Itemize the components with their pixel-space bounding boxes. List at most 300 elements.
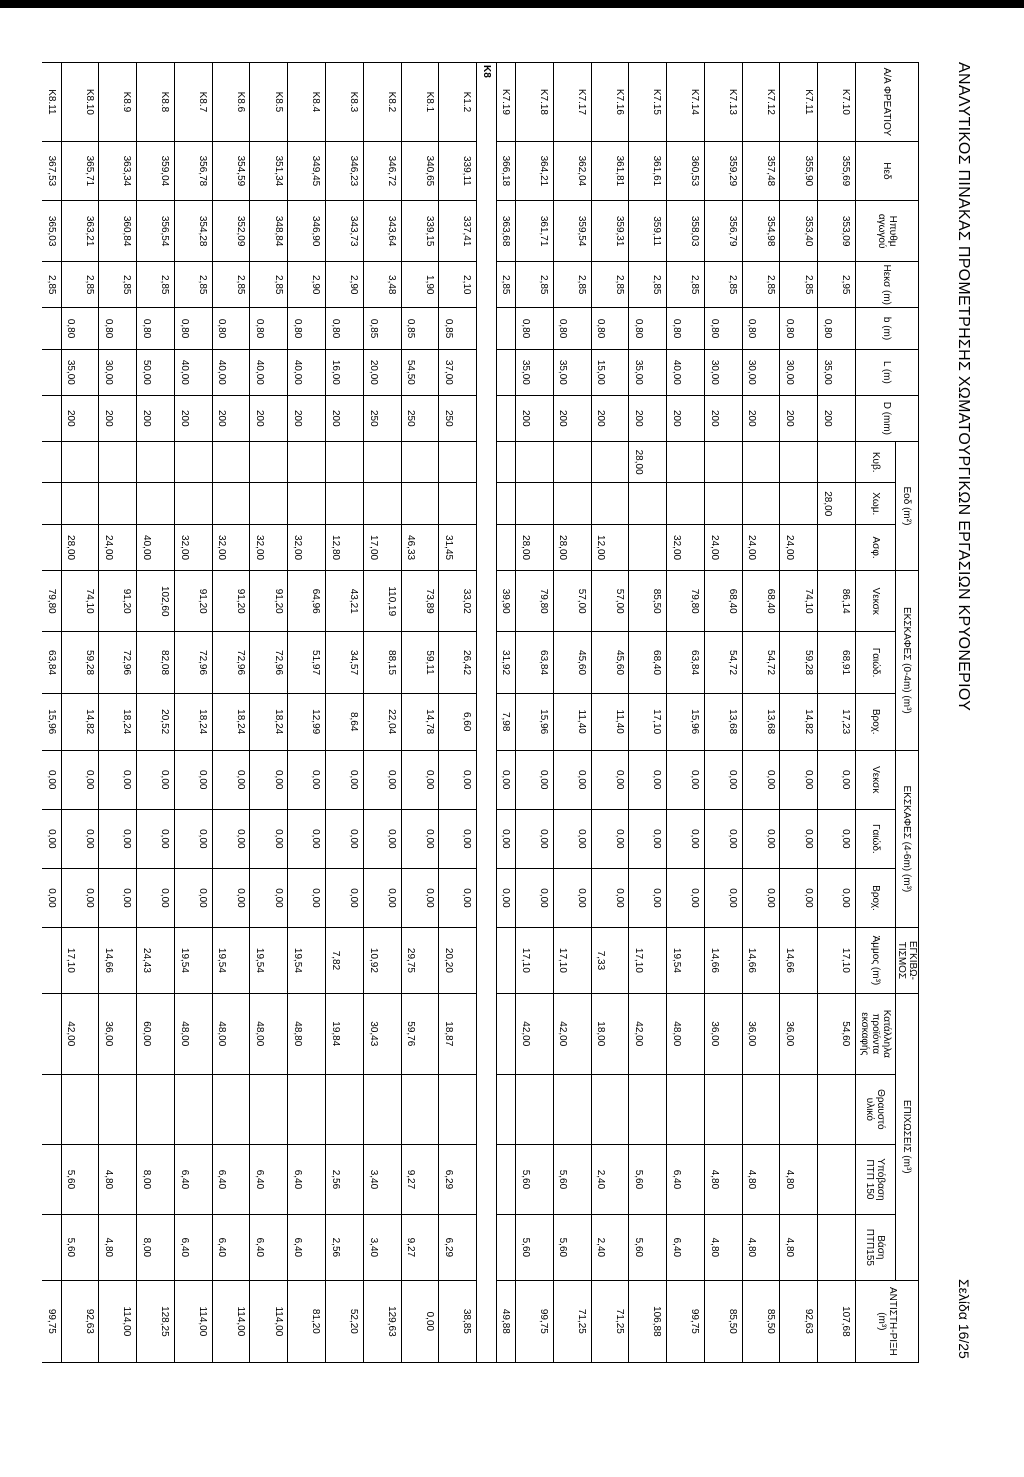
cell-id — [288, 63, 307, 142]
cell-ypo — [382, 1144, 401, 1214]
cell-vas — [118, 1214, 137, 1280]
cell-L: 40,00 — [250, 349, 269, 395]
cell-b: 0,80 — [99, 308, 118, 350]
cell-amm: 14,66 — [99, 928, 118, 994]
cell-ht: 363,68 — [496, 200, 515, 261]
cell-v46: 0,00 — [307, 750, 326, 809]
cell-thr — [420, 1074, 439, 1144]
cell-g46: 0,00 — [344, 809, 363, 868]
cell-D — [761, 395, 780, 441]
cell-v04: 110,19 — [382, 571, 401, 632]
cell-L — [534, 349, 553, 395]
cell-g04: 72,96 — [193, 632, 212, 693]
cell-D: 200 — [629, 395, 648, 441]
cell-L — [610, 349, 629, 395]
cell-thr — [174, 1074, 193, 1144]
cell-L — [269, 349, 288, 395]
cell-D: 250 — [363, 395, 382, 441]
cell-ht: 359,11 — [648, 200, 667, 261]
cell-r04: 20,52 — [156, 693, 175, 750]
cell-ant: 52,20 — [344, 1280, 363, 1362]
cell-v04 — [553, 571, 572, 632]
cell-g46 — [742, 809, 761, 868]
cell-ht: 354,28 — [193, 200, 212, 261]
cell-xom — [250, 483, 269, 525]
cell-ypo: 4,80 — [704, 1144, 723, 1214]
cell-hek — [326, 262, 345, 308]
cell-v46 — [61, 750, 80, 809]
cell-kat — [344, 993, 363, 1074]
cell-v46: 0,00 — [648, 750, 667, 809]
cell-r46 — [515, 868, 534, 927]
col-ex46-v: Vεκσκ — [856, 750, 896, 809]
cell-hed — [250, 141, 269, 200]
cell-id — [553, 63, 572, 142]
table-row — [250, 63, 269, 1363]
cell-id — [401, 63, 420, 142]
cell-g04: 72,96 — [231, 632, 250, 693]
table-row — [685, 63, 704, 1363]
cell-g46: 0,00 — [799, 809, 818, 868]
cell-hed — [818, 141, 837, 200]
cell-xom — [61, 483, 80, 525]
cell-r46: 0,00 — [231, 868, 250, 927]
cell-r46: 0,00 — [610, 868, 629, 927]
cell-thr — [667, 1074, 686, 1144]
cell-ypo: 2,56 — [326, 1144, 345, 1214]
cell-hed — [515, 141, 534, 200]
col-epix-ypo: Υπόβαση ΠΤΠ 150 — [856, 1144, 896, 1214]
cell-ant — [99, 1280, 118, 1362]
cell-L — [648, 349, 667, 395]
cell-xom — [156, 483, 175, 525]
cell-hed — [591, 141, 610, 200]
cell-asf — [818, 525, 837, 571]
cell-g46 — [818, 809, 837, 868]
cell-D: 200 — [818, 395, 837, 441]
table-row — [326, 63, 345, 1363]
cell-id: Κ7.16 — [610, 63, 629, 142]
cell-asf — [496, 525, 515, 571]
cell-asf: 32,00 — [250, 525, 269, 571]
cell-hek — [174, 262, 193, 308]
cell-r04 — [174, 693, 193, 750]
cell-ypo — [648, 1144, 667, 1214]
cell-vas: 5,60 — [553, 1214, 572, 1280]
cell-g46: 0,00 — [496, 809, 515, 868]
table-row — [99, 63, 118, 1363]
table-row — [174, 63, 193, 1363]
cell-r04 — [439, 693, 458, 750]
cell-r46: 0,00 — [496, 868, 515, 927]
cell-hek: 2,85 — [761, 262, 780, 308]
cell-b — [382, 308, 401, 350]
cell-g46: 0,00 — [610, 809, 629, 868]
cell-D: 200 — [174, 395, 193, 441]
cell-L: 50,00 — [137, 349, 156, 395]
cell-L: 35,00 — [61, 349, 80, 395]
cell-g04 — [515, 632, 534, 693]
cell-id — [250, 63, 269, 142]
cell-kat: 36,00 — [780, 993, 799, 1074]
cell-v04: 43,21 — [344, 571, 363, 632]
cell-L — [572, 349, 591, 395]
cell-hed — [212, 141, 231, 200]
cell-r04: 6,60 — [458, 693, 477, 750]
cell-g04: 31,92 — [496, 632, 515, 693]
cell-kyv — [515, 441, 534, 483]
cell-ypo: 3,40 — [363, 1144, 382, 1214]
cell-vas: 5,60 — [629, 1214, 648, 1280]
table-row — [401, 63, 420, 1363]
section-separator — [477, 63, 496, 1363]
cell-r46 — [591, 868, 610, 927]
col-eod-kyv: Κυβ. — [856, 441, 896, 483]
cell-vas — [193, 1214, 212, 1280]
cell-kyv — [553, 441, 572, 483]
cell-r04 — [99, 693, 118, 750]
cell-vas — [610, 1214, 629, 1280]
cell-asf — [610, 525, 629, 571]
cell-b — [648, 308, 667, 350]
cell-v04: 91,20 — [231, 571, 250, 632]
cell-hek: 2,85 — [610, 262, 629, 308]
cell-L: 16,00 — [326, 349, 345, 395]
cell-r04: 13,68 — [723, 693, 742, 750]
cell-ant: 0,00 — [420, 1280, 439, 1362]
cell-r04: 17,10 — [648, 693, 667, 750]
cell-kat: 48,80 — [288, 993, 307, 1074]
cell-kat: 36,00 — [99, 993, 118, 1074]
cell-r04 — [288, 693, 307, 750]
cell-r04: 15,96 — [42, 693, 61, 750]
cell-ypo — [610, 1144, 629, 1214]
cell-amm: 24,43 — [137, 928, 156, 994]
cell-vas: 6,40 — [212, 1214, 231, 1280]
cell-ht — [818, 200, 837, 261]
cell-id: Κ7.17 — [572, 63, 591, 142]
table-row — [137, 63, 156, 1363]
cell-xom — [515, 483, 534, 525]
cell-hed: 355,90 — [799, 141, 818, 200]
cell-xom — [288, 483, 307, 525]
cell-vas — [818, 1214, 837, 1280]
cell-kat — [610, 993, 629, 1074]
cell-kyv — [137, 441, 156, 483]
cell-ypo: 4,80 — [742, 1144, 761, 1214]
cell-b: 0,85 — [439, 308, 458, 350]
cell-kyv — [610, 441, 629, 483]
col-htithi: Ηπυθμ αγωγού — [856, 200, 919, 261]
cell-asf: 12,80 — [326, 525, 345, 571]
cell-D — [80, 395, 99, 441]
cell-r46: 0,00 — [307, 868, 326, 927]
cell-amm — [496, 928, 515, 994]
cell-hek — [439, 262, 458, 308]
cell-hed: 339,11 — [458, 141, 477, 200]
cell-hek — [288, 262, 307, 308]
cell-amm — [818, 928, 837, 994]
cell-kyv — [174, 441, 193, 483]
cell-v04: 86,14 — [837, 571, 856, 632]
cell-thr — [61, 1074, 80, 1144]
cell-ht: 360,84 — [118, 200, 137, 261]
cell-g46: 0,00 — [458, 809, 477, 868]
cell-D: 200 — [250, 395, 269, 441]
cell-ant: 92,63 — [80, 1280, 99, 1362]
cell-ant — [704, 1280, 723, 1362]
cell-ypo: 2,40 — [591, 1144, 610, 1214]
cell-b — [496, 308, 515, 350]
cell-hed — [629, 141, 648, 200]
cell-xom — [799, 483, 818, 525]
table-row — [193, 63, 212, 1363]
cell-g04: 59,28 — [80, 632, 99, 693]
cell-g04: 63,84 — [534, 632, 553, 693]
cell-b — [42, 308, 61, 350]
table-row — [156, 63, 175, 1363]
cell-kyv — [231, 441, 250, 483]
cell-kat: 48,00 — [667, 993, 686, 1074]
cell-r04: 18,24 — [193, 693, 212, 750]
cell-g46: 0,00 — [118, 809, 137, 868]
cell-g46 — [363, 809, 382, 868]
cell-asf: 28,00 — [553, 525, 572, 571]
cell-r46 — [326, 868, 345, 927]
cell-v46 — [99, 750, 118, 809]
cell-g04: 63,84 — [42, 632, 61, 693]
cell-v04: 33,02 — [458, 571, 477, 632]
cell-r46 — [704, 868, 723, 927]
cell-hek: 2,85 — [42, 262, 61, 308]
cell-g04: 54,72 — [761, 632, 780, 693]
cell-r04 — [515, 693, 534, 750]
cell-L — [307, 349, 326, 395]
cell-xom — [723, 483, 742, 525]
cell-thr — [137, 1074, 156, 1144]
cell-kyv — [80, 441, 99, 483]
cell-hed — [288, 141, 307, 200]
cell-r46 — [629, 868, 648, 927]
cell-ht — [250, 200, 269, 261]
cell-vas — [269, 1214, 288, 1280]
table-row — [118, 63, 137, 1363]
cell-kat — [382, 993, 401, 1074]
cell-ypo: 6,40 — [288, 1144, 307, 1214]
cell-ht: 356,79 — [723, 200, 742, 261]
cell-v46 — [439, 750, 458, 809]
cell-hek: 3,48 — [382, 262, 401, 308]
cell-v46: 0,00 — [269, 750, 288, 809]
cell-xom — [401, 483, 420, 525]
cell-asf — [344, 525, 363, 571]
cell-ant — [515, 1280, 534, 1362]
cell-L — [344, 349, 363, 395]
cell-v04 — [515, 571, 534, 632]
cell-v04: 74,10 — [80, 571, 99, 632]
cell-ht — [667, 200, 686, 261]
cell-D — [648, 395, 667, 441]
cell-kat: 42,00 — [553, 993, 572, 1074]
col-epix-kat: Κατάλληλα προϊόντα εκσκαφής — [856, 993, 896, 1074]
cell-kyv — [326, 441, 345, 483]
cell-vas: 6,40 — [174, 1214, 193, 1280]
cell-L: 54,50 — [401, 349, 420, 395]
cell-id: Κ8.2 — [382, 63, 401, 142]
cell-id — [591, 63, 610, 142]
cell-kat: 36,00 — [742, 993, 761, 1074]
cell-hek — [250, 262, 269, 308]
table-row — [307, 63, 326, 1363]
cell-amm — [534, 928, 553, 994]
cell-v04 — [61, 571, 80, 632]
cell-r46: 0,00 — [156, 868, 175, 927]
col-ex46-vrox: Βροχ. — [856, 868, 896, 927]
cell-amm — [307, 928, 326, 994]
cell-r46: 0,00 — [118, 868, 137, 927]
cell-asf: 17,00 — [363, 525, 382, 571]
cell-g46 — [591, 809, 610, 868]
cell-amm — [80, 928, 99, 994]
cell-r04: 18,24 — [269, 693, 288, 750]
cell-thr — [193, 1074, 212, 1144]
table-row — [363, 63, 382, 1363]
cell-g46: 0,00 — [231, 809, 250, 868]
cell-xom — [648, 483, 667, 525]
cell-vas — [231, 1214, 250, 1280]
cell-hed: 367,53 — [42, 141, 61, 200]
cell-r04 — [212, 693, 231, 750]
cell-D: 200 — [212, 395, 231, 441]
cell-kyv — [667, 441, 686, 483]
cell-v46 — [780, 750, 799, 809]
cell-vas: 2,56 — [326, 1214, 345, 1280]
cell-g04: 34,57 — [344, 632, 363, 693]
cell-hed: 360,53 — [685, 141, 704, 200]
cell-hed: 364,21 — [534, 141, 553, 200]
cell-r04: 11,40 — [610, 693, 629, 750]
cell-b — [837, 308, 856, 350]
cell-thr — [250, 1074, 269, 1144]
cell-ant — [250, 1280, 269, 1362]
cell-g46 — [629, 809, 648, 868]
cell-b: 0,80 — [704, 308, 723, 350]
cell-b: 0,80 — [818, 308, 837, 350]
cell-asf — [648, 525, 667, 571]
cell-amm — [685, 928, 704, 994]
cell-hed — [742, 141, 761, 200]
cell-hed — [363, 141, 382, 200]
cell-L: 37,00 — [439, 349, 458, 395]
cell-r46: 0,00 — [723, 868, 742, 927]
cell-ypo: 4,80 — [780, 1144, 799, 1214]
cell-g04: 59,28 — [799, 632, 818, 693]
cell-kat: 59,76 — [401, 993, 420, 1074]
cell-id: Κ7.10 — [837, 63, 856, 142]
cell-ht: 339,15 — [420, 200, 439, 261]
cell-xom — [780, 483, 799, 525]
cell-v04 — [780, 571, 799, 632]
cell-amm — [420, 928, 439, 994]
cell-g04 — [629, 632, 648, 693]
cell-xom — [667, 483, 686, 525]
cell-kat — [80, 993, 99, 1074]
cell-v46: 0,00 — [193, 750, 212, 809]
cell-b: 0,80 — [591, 308, 610, 350]
cell-id: Κ7.15 — [648, 63, 667, 142]
cell-g46: 0,00 — [761, 809, 780, 868]
cell-asf: 46,33 — [401, 525, 420, 571]
cell-ant: 71,25 — [610, 1280, 629, 1362]
cell-xom — [363, 483, 382, 525]
cell-vas: 5,60 — [515, 1214, 534, 1280]
cell-amm — [610, 928, 629, 994]
cell-v04: 73,89 — [420, 571, 439, 632]
cell-ant — [288, 1280, 307, 1362]
cell-id: Κ1.2 — [458, 63, 477, 142]
cell-id: Κ7.12 — [761, 63, 780, 142]
cell-thr — [326, 1074, 345, 1144]
cell-asf: 32,00 — [288, 525, 307, 571]
cell-b — [799, 308, 818, 350]
cell-ant: 71,25 — [572, 1280, 591, 1362]
cell-g46 — [401, 809, 420, 868]
cell-ant — [137, 1280, 156, 1362]
cell-kat — [723, 993, 742, 1074]
cell-D — [458, 395, 477, 441]
cell-ant: 99,75 — [42, 1280, 61, 1362]
cell-thr — [458, 1074, 477, 1144]
cell-hed — [326, 141, 345, 200]
cell-asf — [42, 525, 61, 571]
cell-r46 — [742, 868, 761, 927]
cell-b — [307, 308, 326, 350]
cell-L: 20,00 — [363, 349, 382, 395]
cell-v04 — [212, 571, 231, 632]
cell-D: 200 — [288, 395, 307, 441]
cell-r46 — [212, 868, 231, 927]
cell-ht — [439, 200, 458, 261]
cell-amm: 17,10 — [629, 928, 648, 994]
cell-hek: 2,85 — [648, 262, 667, 308]
cell-amm — [193, 928, 212, 994]
table-row — [344, 63, 363, 1363]
cell-b: 0,80 — [553, 308, 572, 350]
cell-ht — [401, 200, 420, 261]
cell-kat — [458, 993, 477, 1074]
cell-hed: 340,65 — [420, 141, 439, 200]
cell-thr — [288, 1074, 307, 1144]
cell-g04 — [212, 632, 231, 693]
cell-xom — [439, 483, 458, 525]
cell-ant — [780, 1280, 799, 1362]
cell-hek: 2,85 — [193, 262, 212, 308]
cell-kat — [648, 993, 667, 1074]
cell-g46 — [704, 809, 723, 868]
cell-ant: 49,88 — [496, 1280, 515, 1362]
table-row — [42, 63, 61, 1363]
cell-thr — [118, 1074, 137, 1144]
cell-hed: 359,04 — [156, 141, 175, 200]
cell-hed — [137, 141, 156, 200]
cell-v46: 0,00 — [685, 750, 704, 809]
cell-r46 — [250, 868, 269, 927]
cell-hek: 2,10 — [458, 262, 477, 308]
cell-xom — [174, 483, 193, 525]
cell-ant — [212, 1280, 231, 1362]
cell-D — [156, 395, 175, 441]
cell-ypo — [307, 1144, 326, 1214]
